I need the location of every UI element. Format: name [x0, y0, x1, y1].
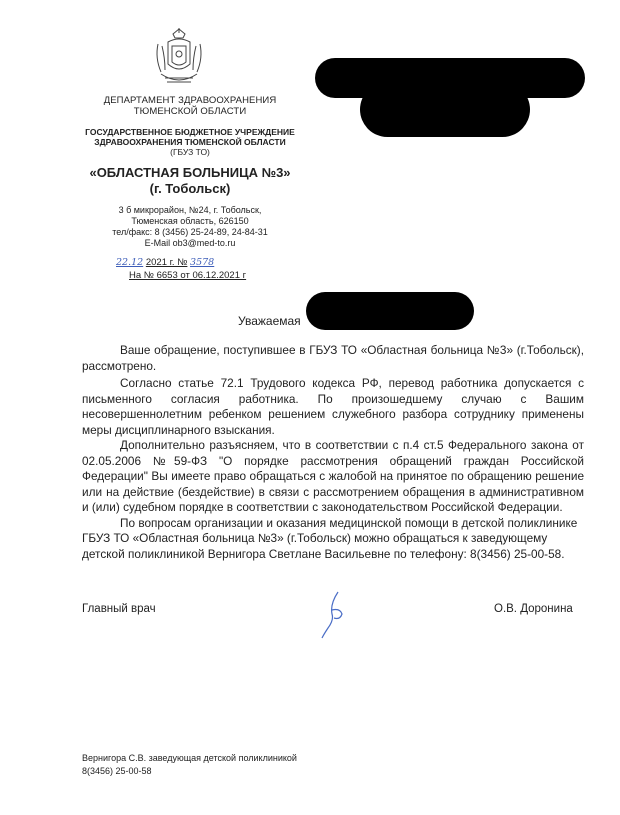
signatory-name: О.В. Доронина — [494, 603, 573, 615]
org-name-line1: ГОСУДАРСТВЕННОЕ БЮДЖЕТНОЕ УЧРЕЖДЕНИЕ — [85, 127, 295, 137]
handwritten-signature-icon — [318, 590, 348, 640]
greeting: Уважаемая — [238, 314, 301, 328]
hospital-name: «ОБЛАСТНАЯ БОЛЬНИЦА №3» — [89, 165, 291, 180]
reference-number: На № 6653 от 06.12.2021 г — [129, 270, 247, 281]
registration-date-number — [116, 257, 296, 269]
body-paragraph: Дополнительно разъясняем, что в соответствии с п.4 ст.5 Федерального закона от 02.05.2006 №59-ФЗ "О порядке рассмотрения обращений граждан Российской Федерации" Вы имеете право обращаться с жалобой на принятое по обращению решение или на действие (бездействие) в связи с рассмотрением обращения в административном и (или) судебном порядке в соответствии с законодательством Российской Федерации. — [82, 438, 584, 514]
redaction-block — [360, 82, 530, 137]
signatory-position: Главный врач — [82, 603, 156, 615]
body-paragraph: Согласно статье 72.1 Трудового кодекса РФ, перевод работника допускается с письменного согласия работника. По произошедшему случаю с Вашим несовершеннолетним ребенком решением служебного разбора сотруднику применены меры дисциплинарного взыскания. — [82, 376, 584, 437]
email-line: E-Mail ob3@med-to.ru — [144, 238, 236, 248]
letter-body — [82, 343, 584, 562]
address-line2: Тюменская область, 626150 — [131, 216, 249, 226]
address-line1: 3 б микрорайон, №24, г. Тобольск, — [118, 205, 262, 215]
body-paragraph: По вопросам организации и оказания медицинской помощи в детской поликлинике ГБУЗ ТО «Областная больница №3» (г.Тобольск) можно обращаться к заведующему детской поликлиникой Вернигора Светлане Васильевне по телефону: 8(3456) 25-00-58. — [82, 515, 578, 561]
registration-number: 3578 — [190, 257, 215, 268]
org-short-name: (ГБУЗ ТО) — [170, 147, 210, 157]
footer-executor: Вернигора С.В. заведующая детской поликлиникой — [82, 753, 297, 763]
registration-date: 22.12 — [116, 257, 144, 268]
redaction-block — [306, 292, 474, 330]
hospital-city: (г. Тобольск) — [149, 181, 231, 196]
org-name-line2: ЗДРАВООХРАНЕНИЯ ТЮМЕНСКОЙ ОБЛАСТИ — [94, 137, 286, 147]
registration-year: 2021 г. № — [145, 257, 188, 268]
coat-of-arms-icon — [153, 28, 205, 88]
body-paragraph: Ваше обращение, поступившее в ГБУЗ ТО «Областная больница №3» (г.Тобольск), рассмотрено. — [82, 343, 584, 373]
department-name-line2: ТЮМЕНСКОЙ ОБЛАСТИ — [133, 106, 247, 117]
department-name-line1: ДЕПАРТАМЕНТ ЗДРАВООХРАНЕНИЯ — [103, 95, 277, 106]
phone-line: тел/факс: 8 (3456) 25-24-89, 24-84-31 — [112, 227, 268, 237]
footer-phone: 8(3456) 25-00-58 — [82, 766, 152, 776]
